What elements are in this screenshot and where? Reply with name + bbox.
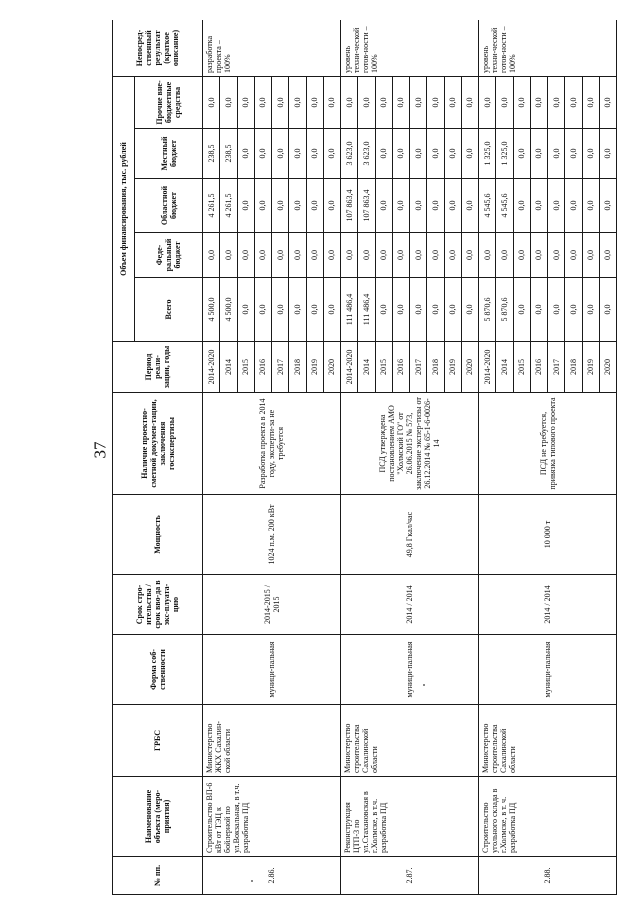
amount-other: 0,0 bbox=[323, 76, 341, 129]
amount-regional: 0,0 bbox=[271, 178, 289, 233]
header-num: № пп. bbox=[112, 856, 203, 895]
period-year: 2018 bbox=[564, 341, 582, 393]
object-name: Строительство ВП-6 кВт от ТЭЦ к бойлерной по ул.Вокзальная, в т.ч. разработка ПД bbox=[202, 776, 341, 857]
amount-federal: 0,0 bbox=[340, 232, 358, 278]
capacity: 1024 п.м. 200 кВт bbox=[202, 494, 341, 575]
row-num: 2.86. bbox=[202, 856, 341, 895]
period-year: 2019 bbox=[306, 341, 324, 393]
amount-other: 0,0 bbox=[444, 76, 462, 129]
amount-local: 238,5 bbox=[219, 128, 237, 179]
amount-other: 0,0 bbox=[219, 76, 237, 129]
header-grbs: ГРБС bbox=[112, 704, 203, 777]
amount-regional: 0,0 bbox=[599, 178, 617, 233]
docs-status: Разработка проекта в 2014 году, эксперти-за не требуется bbox=[202, 392, 341, 495]
amount-local: 0,0 bbox=[254, 128, 272, 179]
amount-federal: 0,0 bbox=[306, 232, 324, 278]
grbs: Министерство строительства Сахалинской области bbox=[478, 704, 617, 777]
amount-other: 0,0 bbox=[392, 76, 410, 129]
amount-federal: 0,0 bbox=[599, 232, 617, 278]
amount-federal: 0,0 bbox=[202, 232, 220, 278]
amount-total: 0,0 bbox=[392, 277, 410, 342]
amount-regional: 0,0 bbox=[461, 178, 479, 233]
period-year: 2017 bbox=[271, 341, 289, 393]
amount-regional: 0,0 bbox=[564, 178, 582, 233]
amount-regional: 0,0 bbox=[237, 178, 255, 233]
amount-local: 0,0 bbox=[530, 128, 548, 179]
amount-federal: 0,0 bbox=[392, 232, 410, 278]
amount-regional: 0,0 bbox=[323, 178, 341, 233]
amount-other: 0,0 bbox=[375, 76, 393, 129]
period-year: 2018 bbox=[288, 341, 306, 393]
amount-total: 0,0 bbox=[254, 277, 272, 342]
amount-federal: 0,0 bbox=[478, 232, 496, 278]
object-name: Строительство угольного склада в г.Холмске, в т. ч. разработка ПД bbox=[478, 776, 617, 857]
amount-total: 111 486,4 bbox=[357, 277, 375, 342]
period-year: 2014 bbox=[357, 341, 375, 393]
amount-local: 1 325,0 bbox=[478, 128, 496, 179]
amount-total: 0,0 bbox=[513, 277, 531, 342]
amount-federal: 0,0 bbox=[530, 232, 548, 278]
amount-federal: 0,0 bbox=[375, 232, 393, 278]
amount-local: 0,0 bbox=[547, 128, 565, 179]
amount-regional: 107 863,4 bbox=[357, 178, 375, 233]
amount-other: 0,0 bbox=[288, 76, 306, 129]
amount-federal: 0,0 bbox=[495, 232, 513, 278]
result: уровень техни-ческой готов-ности – 100% bbox=[340, 20, 479, 77]
amount-local: 3 623,0 bbox=[357, 128, 375, 179]
header-period: Период реали-зации, годы bbox=[112, 341, 203, 393]
amount-local: 0,0 bbox=[237, 128, 255, 179]
amount-regional: 0,0 bbox=[530, 178, 548, 233]
amount-total: 0,0 bbox=[530, 277, 548, 342]
amount-total: 0,0 bbox=[444, 277, 462, 342]
capacity: 10 000 т bbox=[478, 494, 617, 575]
amount-federal: 0,0 bbox=[237, 232, 255, 278]
amount-federal: 0,0 bbox=[461, 232, 479, 278]
header-federal: Феде-ральный бюджет bbox=[134, 232, 203, 278]
amount-regional: 0,0 bbox=[444, 178, 462, 233]
result: разработка проекта – 100% bbox=[202, 20, 341, 77]
amount-total: 0,0 bbox=[426, 277, 444, 342]
amount-federal: 0,0 bbox=[254, 232, 272, 278]
amount-regional: 107 863,4 bbox=[340, 178, 358, 233]
amount-other: 0,0 bbox=[202, 76, 220, 129]
row-num: 2.87. bbox=[340, 856, 479, 895]
period-year: 2014-2020 bbox=[340, 341, 358, 393]
amount-regional: 0,0 bbox=[409, 178, 427, 233]
amount-local: 1 325,0 bbox=[495, 128, 513, 179]
period-year: 2017 bbox=[547, 341, 565, 393]
result: уровень техни-ческой готов-ности – 100% bbox=[478, 20, 617, 77]
amount-total: 0,0 bbox=[323, 277, 341, 342]
grbs: Министерство ЖКХ Сахалин-ской области bbox=[202, 704, 341, 777]
amount-total: 111 486,4 bbox=[340, 277, 358, 342]
financing-table bbox=[112, 20, 640, 895]
amount-regional: 0,0 bbox=[426, 178, 444, 233]
period-year: 2016 bbox=[254, 341, 272, 393]
period-year: 2019 bbox=[444, 341, 462, 393]
row-num: 2.88. bbox=[478, 856, 617, 895]
period-year: 2014-2020 bbox=[478, 341, 496, 393]
amount-total: 0,0 bbox=[582, 277, 600, 342]
amount-total: 0,0 bbox=[375, 277, 393, 342]
amount-regional: 4 261,5 bbox=[219, 178, 237, 233]
amount-other: 0,0 bbox=[340, 76, 358, 129]
amount-total: 4 500,0 bbox=[219, 277, 237, 342]
amount-federal: 0,0 bbox=[271, 232, 289, 278]
amount-total: 0,0 bbox=[564, 277, 582, 342]
period-year: 2015 bbox=[375, 341, 393, 393]
ownership: муници-пальная bbox=[340, 634, 479, 705]
amount-other: 0,0 bbox=[599, 76, 617, 129]
header-capacity: Мощность bbox=[112, 494, 203, 575]
period-year: 2014 bbox=[495, 341, 513, 393]
amount-local: 3 623,0 bbox=[340, 128, 358, 179]
amount-regional: 0,0 bbox=[582, 178, 600, 233]
docs-status: ПСД утверждена постановлением АМО "Холмский ГО" от 26.06.2015 № 573, заключение экспер-тизы от 26.12.2014 № 65-1-6-0026-14 bbox=[340, 392, 479, 495]
amount-regional: 0,0 bbox=[547, 178, 565, 233]
amount-local: 0,0 bbox=[426, 128, 444, 179]
amount-federal: 0,0 bbox=[426, 232, 444, 278]
header-total: Всего bbox=[134, 277, 203, 342]
amount-other: 0,0 bbox=[357, 76, 375, 129]
amount-federal: 0,0 bbox=[323, 232, 341, 278]
amount-total: 0,0 bbox=[271, 277, 289, 342]
amount-total: 0,0 bbox=[237, 277, 255, 342]
amount-local: 0,0 bbox=[599, 128, 617, 179]
period-year: 2020 bbox=[599, 341, 617, 393]
header-result: Непосред-ственный результат (краткое описание) bbox=[112, 20, 203, 77]
header-regional: Областной бюджет bbox=[134, 178, 203, 233]
amount-federal: 0,0 bbox=[357, 232, 375, 278]
amount-regional: 0,0 bbox=[375, 178, 393, 233]
header-docs: Наличие проектно-сметной докумен-тации, заключения госэкспертизы bbox=[112, 392, 203, 495]
header-volume: Объем финансирования, тыс. рублей bbox=[112, 76, 135, 342]
amount-regional: 4 261,5 bbox=[202, 178, 220, 233]
amount-regional: 0,0 bbox=[392, 178, 410, 233]
amount-local: 0,0 bbox=[375, 128, 393, 179]
amount-federal: 0,0 bbox=[513, 232, 531, 278]
amount-total: 0,0 bbox=[288, 277, 306, 342]
amount-local: 0,0 bbox=[564, 128, 582, 179]
amount-local: 0,0 bbox=[392, 128, 410, 179]
amount-total: 4 500,0 bbox=[202, 277, 220, 342]
amount-other: 0,0 bbox=[426, 76, 444, 129]
amount-regional: 0,0 bbox=[513, 178, 531, 233]
amount-local: 0,0 bbox=[444, 128, 462, 179]
amount-other: 0,0 bbox=[513, 76, 531, 129]
amount-local: 0,0 bbox=[323, 128, 341, 179]
amount-other: 0,0 bbox=[461, 76, 479, 129]
header-other: Прочие вне-бюджетные средства bbox=[134, 76, 203, 129]
amount-other: 0,0 bbox=[409, 76, 427, 129]
period-year: 2014-2020 bbox=[202, 341, 220, 393]
amount-federal: 0,0 bbox=[582, 232, 600, 278]
period-year: 2016 bbox=[530, 341, 548, 393]
amount-total: 5 870,6 bbox=[495, 277, 513, 342]
period-year: 2019 bbox=[582, 341, 600, 393]
page-number: 37 bbox=[90, 441, 110, 459]
amount-other: 0,0 bbox=[271, 76, 289, 129]
capacity: 49,8 Гкал/час bbox=[340, 494, 479, 575]
period-year: 2020 bbox=[461, 341, 479, 393]
amount-total: 0,0 bbox=[599, 277, 617, 342]
docs-status: ПСД не требуется, привязка типового проекта bbox=[478, 392, 617, 495]
amount-federal: 0,0 bbox=[409, 232, 427, 278]
construction-term: 2014-2015 / 2015 bbox=[202, 574, 341, 635]
amount-federal: 0,0 bbox=[444, 232, 462, 278]
amount-regional: 0,0 bbox=[288, 178, 306, 233]
amount-other: 0,0 bbox=[495, 76, 513, 129]
amount-federal: 0,0 bbox=[219, 232, 237, 278]
header-local: Местный бюджет bbox=[134, 128, 203, 179]
amount-local: 0,0 bbox=[409, 128, 427, 179]
amount-other: 0,0 bbox=[547, 76, 565, 129]
amount-other: 0,0 bbox=[237, 76, 255, 129]
period-year: 2014 bbox=[219, 341, 237, 393]
amount-total: 0,0 bbox=[306, 277, 324, 342]
period-year: 2016 bbox=[392, 341, 410, 393]
ownership: муници-пальная bbox=[202, 634, 341, 705]
amount-total: 0,0 bbox=[461, 277, 479, 342]
amount-other: 0,0 bbox=[582, 76, 600, 129]
amount-regional: 0,0 bbox=[254, 178, 272, 233]
grbs: Министерство строительства Сахалинской области bbox=[340, 704, 479, 777]
period-year: 2020 bbox=[323, 341, 341, 393]
amount-regional: 4 545,6 bbox=[495, 178, 513, 233]
amount-other: 0,0 bbox=[530, 76, 548, 129]
amount-regional: 4 545,6 bbox=[478, 178, 496, 233]
amount-local: 0,0 bbox=[461, 128, 479, 179]
construction-term: 2014 / 2014 bbox=[478, 574, 617, 635]
amount-local: 0,0 bbox=[271, 128, 289, 179]
amount-local: 0,0 bbox=[306, 128, 324, 179]
header-name: Наименование объекта (меро-приятия) bbox=[112, 776, 203, 857]
amount-local: 0,0 bbox=[513, 128, 531, 179]
object-name: Реконструкция ЦТП-3 по ул.Стахановская в г.Холмске, в т.ч. разработка ПД bbox=[340, 776, 479, 857]
period-year: 2015 bbox=[513, 341, 531, 393]
header-ownership: Форма соб-ственности bbox=[112, 634, 203, 705]
period-year: 2015 bbox=[237, 341, 255, 393]
amount-federal: 0,0 bbox=[288, 232, 306, 278]
amount-total: 0,0 bbox=[547, 277, 565, 342]
rotated-table-viewport bbox=[112, 20, 640, 895]
amount-total: 0,0 bbox=[409, 277, 427, 342]
amount-local: 238,5 bbox=[202, 128, 220, 179]
period-year: 2017 bbox=[409, 341, 427, 393]
amount-other: 0,0 bbox=[478, 76, 496, 129]
amount-federal: 0,0 bbox=[547, 232, 565, 278]
ownership: муници-пальная bbox=[478, 634, 617, 705]
amount-regional: 0,0 bbox=[306, 178, 324, 233]
amount-other: 0,0 bbox=[306, 76, 324, 129]
construction-term: 2014 / 2014 bbox=[340, 574, 479, 635]
amount-other: 0,0 bbox=[254, 76, 272, 129]
header-term: Срок стро-ительства / срок вво-да в экс-плуата-цию bbox=[112, 574, 203, 635]
amount-local: 0,0 bbox=[582, 128, 600, 179]
amount-federal: 0,0 bbox=[564, 232, 582, 278]
amount-local: 0,0 bbox=[288, 128, 306, 179]
amount-total: 5 870,6 bbox=[478, 277, 496, 342]
period-year: 2018 bbox=[426, 341, 444, 393]
amount-other: 0,0 bbox=[564, 76, 582, 129]
